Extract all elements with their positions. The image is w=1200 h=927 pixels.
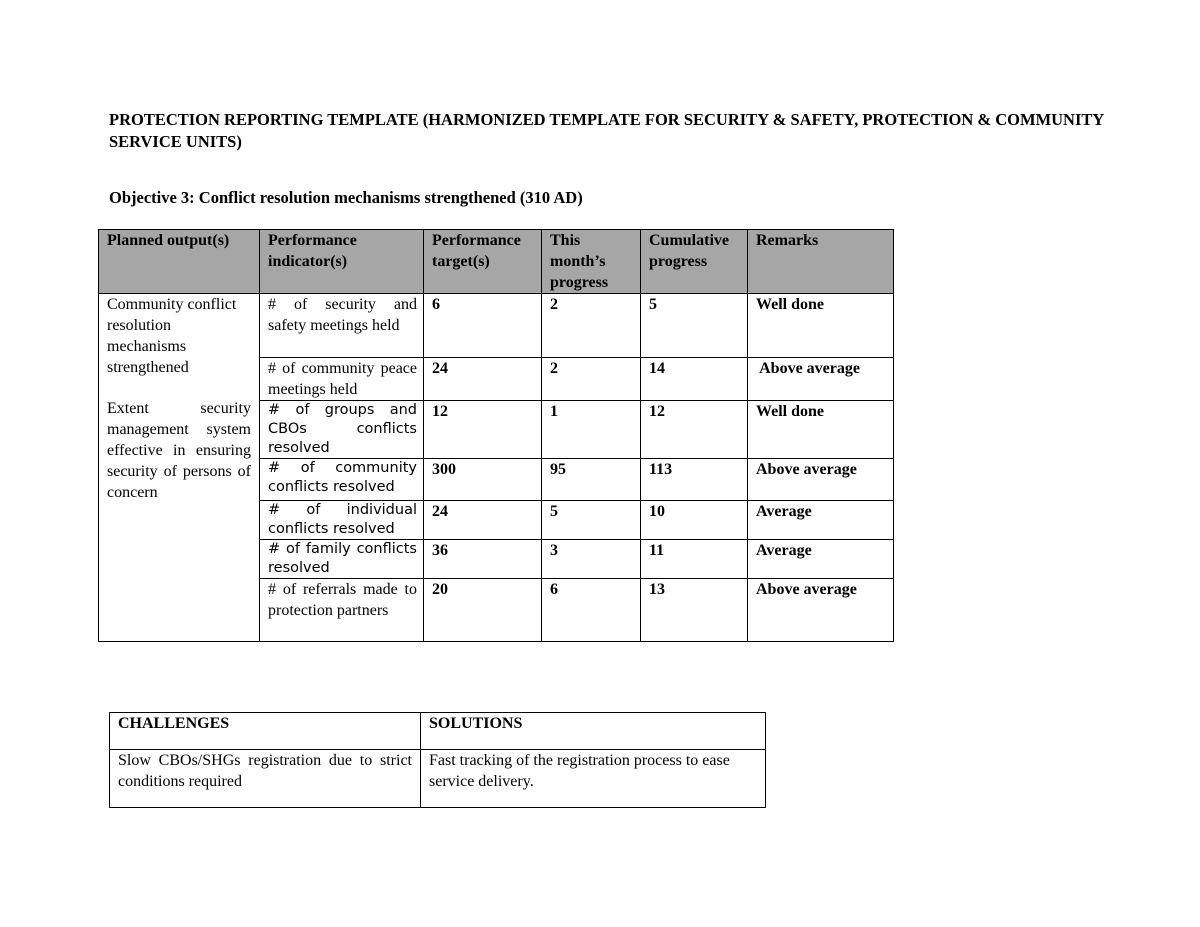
- planned-output-cell: [99, 294, 260, 642]
- table-row: [99, 294, 894, 358]
- month-progress-cell: 2: [542, 358, 641, 401]
- target-cell: 6: [424, 294, 542, 358]
- target-cell: 20: [424, 579, 542, 642]
- target-cell: 12: [424, 401, 542, 459]
- cumulative-cell: 13: [641, 579, 748, 642]
- progress-table: [98, 229, 894, 642]
- indicator-cell: # of individual conflicts resolved: [260, 501, 424, 540]
- month-progress-cell: 6: [542, 579, 641, 642]
- indicator-cell: # of community conflicts resolved: [260, 459, 424, 501]
- remarks-cell: Well done: [748, 401, 894, 459]
- challenge-cell: Slow CBOs/SHGs registration due to strict conditions required: [110, 750, 421, 808]
- remarks-cell: Average: [748, 501, 894, 540]
- header-cumulative-progress: Cumulative progress: [641, 230, 748, 294]
- indicator-cell: # of security and safety meetings held: [260, 294, 424, 358]
- document-title: PROTECTION REPORTING TEMPLATE (HARMONIZED TEMPLATE FOR SECURITY & SAFETY, PROTECTION & COMMUNITY SERVICE UNITS): [109, 110, 1104, 151]
- month-progress-cell: 2: [542, 294, 641, 358]
- header-month-progress: This month’s progress: [542, 230, 641, 294]
- objective-heading: Objective 3: Conflict resolution mechanisms strengthened (310 AD): [109, 188, 583, 207]
- target-cell: 300: [424, 459, 542, 501]
- remarks-cell: Well done: [748, 294, 894, 358]
- planned-output-1: Community conflict resolution mechanisms strengthened: [107, 296, 237, 376]
- header-performance-indicator: Performance indicator(s): [260, 230, 424, 294]
- table-row: [110, 750, 766, 808]
- header-challenges: CHALLENGES: [110, 713, 421, 750]
- target-cell: 36: [424, 540, 542, 579]
- indicator-cell: # of community peace meetings held: [260, 358, 424, 401]
- challenges-table: [109, 712, 766, 808]
- cumulative-cell: 113: [641, 459, 748, 501]
- cumulative-cell: 10: [641, 501, 748, 540]
- cumulative-cell: 12: [641, 401, 748, 459]
- table-header-row: [99, 230, 894, 294]
- solution-cell: Fast tracking of the registration process to ease service delivery.: [421, 750, 766, 808]
- remarks-cell: Above average: [748, 358, 894, 401]
- month-progress-cell: 95: [542, 459, 641, 501]
- month-progress-cell: 5: [542, 501, 641, 540]
- month-progress-cell: 1: [542, 401, 641, 459]
- header-remarks: Remarks: [748, 230, 894, 294]
- target-cell: 24: [424, 501, 542, 540]
- cumulative-cell: 11: [641, 540, 748, 579]
- target-cell: 24: [424, 358, 542, 401]
- indicator-cell: # of referrals made to protection partners: [260, 579, 424, 642]
- header-solutions: SOLUTIONS: [421, 713, 766, 750]
- remarks-cell: Above average: [748, 459, 894, 501]
- indicator-cell: # of groups and CBOs conflicts resolved: [260, 401, 424, 459]
- cumulative-cell: 14: [641, 358, 748, 401]
- remarks-cell: Above average: [748, 579, 894, 642]
- remarks-cell: Average: [748, 540, 894, 579]
- planned-output-2: Extent security management system effective in ensuring security of persons of concern: [107, 400, 251, 501]
- header-planned-output: Planned output(s): [99, 230, 260, 294]
- cumulative-cell: 5: [641, 294, 748, 358]
- challenges-header-row: [110, 713, 766, 750]
- indicator-cell: # of family conflicts resolved: [260, 540, 424, 579]
- month-progress-cell: 3: [542, 540, 641, 579]
- header-performance-target: Performance target(s): [424, 230, 542, 294]
